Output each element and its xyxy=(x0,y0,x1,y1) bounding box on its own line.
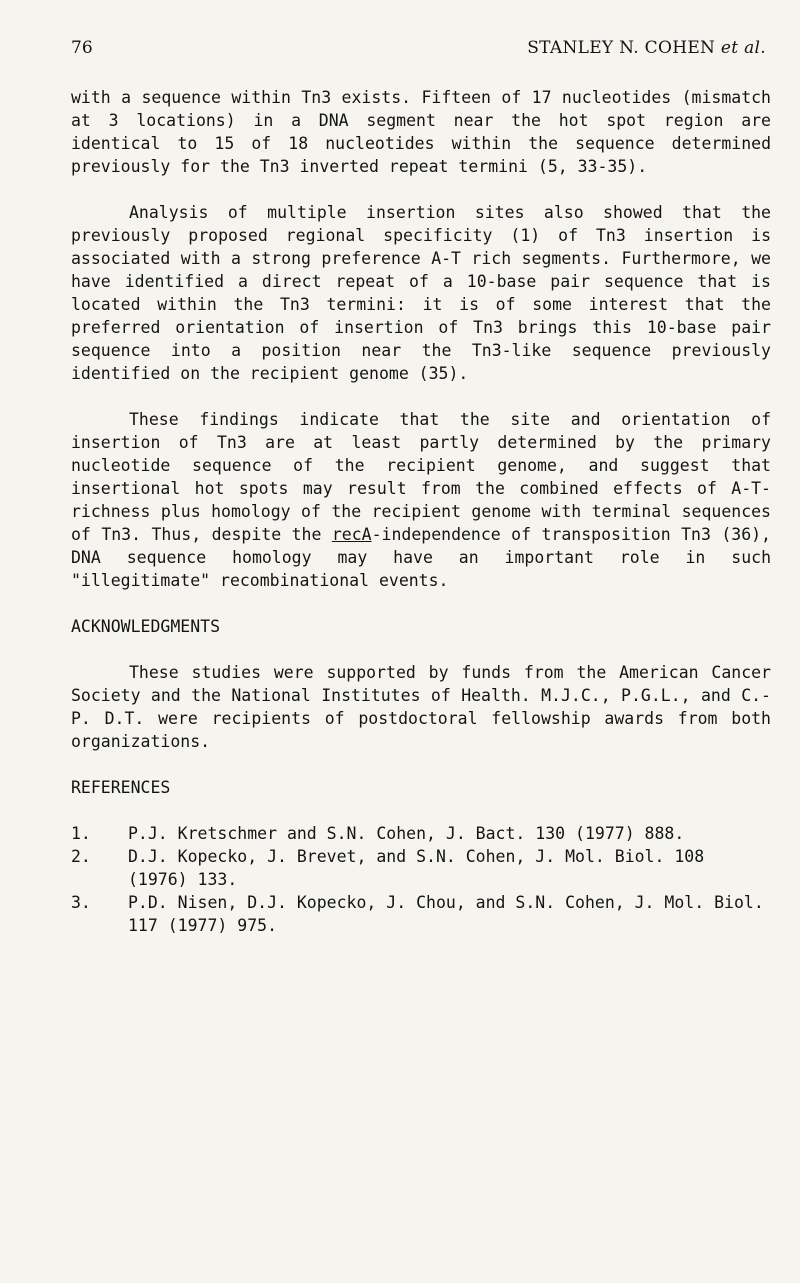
reference-item xyxy=(71,891,771,937)
reca-term: recA xyxy=(331,525,372,544)
reference-text: P.D. Nisen, D.J. Kopecko, J. Chou, and S.N. Cohen, J. Mol. Biol. 117 (1977) 975. xyxy=(128,893,764,935)
references-heading: REFERENCES xyxy=(71,778,171,797)
reference-number: 3. xyxy=(71,893,91,912)
acknowledgments-text: These studies were supported by funds from the American Cancer Society and the National Institutes of Health. M.J.C., P.G.L., and C.-P. D.T. were recipients of postdoctoral fellowship awards from both organizations. xyxy=(71,663,771,751)
acknowledgments-heading: ACKNOWLEDGMENTS xyxy=(71,617,221,636)
paragraph-findings-before: These findings indicate that the site and orientation of insertion of Tn3 are at least partly determined by the primary nucleotide sequence of the recipient genome, and suggest that insertional hot spots may result from the combined effects of A-T-richness plus homology of the recipient genome with terminal sequences of Tn3. Thus, despite the xyxy=(71,410,771,544)
reference-number: 2. xyxy=(71,847,91,866)
paragraph-continued: with a sequence within Tn3 exists. Fifteen of 17 nucleotides (mismatch at 3 locations) in a DNA segment near the hot spot region are identical to 15 of 18 nucleotides within the sequence determined previously for the Tn3 inverted repeat termini (5, 33-35). xyxy=(71,88,771,176)
running-head-suffix: et al. xyxy=(720,38,766,58)
running-head-author: STANLEY N. COHEN xyxy=(527,38,716,58)
body-text xyxy=(71,86,771,937)
paragraph-findings xyxy=(71,408,771,592)
paragraph-analysis: Analysis of multiple insertion sites also showed that the previously proposed regional specificity (1) of Tn3 insertion is associated with a strong preference A-T rich segments. Furthermore, we have identified a direct repeat of a 10-base pair sequence that is located within the Tn3 termini: it is of some interest that the preferred orientation of insertion of Tn3 brings this 10-base pair sequence into a position near the Tn3-like sequence previously identified on the recipient genome (35). xyxy=(71,203,771,383)
reference-item xyxy=(71,845,771,891)
reference-item xyxy=(71,822,771,845)
page-header xyxy=(71,38,766,64)
reference-text: D.J. Kopecko, J. Brevet, and S.N. Cohen, J. Mol. Biol. 108 (1976) 133. xyxy=(128,847,705,889)
paragraph-findings-after: -independence of transposition Tn3 (36), DNA sequence homology may have an important role in such "illegitimate" recombinational events. xyxy=(71,525,771,590)
reference-list xyxy=(71,822,771,937)
reference-text: P.J. Kretschmer and S.N. Cohen, J. Bact. 130 (1977) 888. xyxy=(128,824,685,843)
page-number: 76 xyxy=(71,38,93,58)
reference-number: 1. xyxy=(71,824,91,843)
running-head xyxy=(527,38,766,58)
